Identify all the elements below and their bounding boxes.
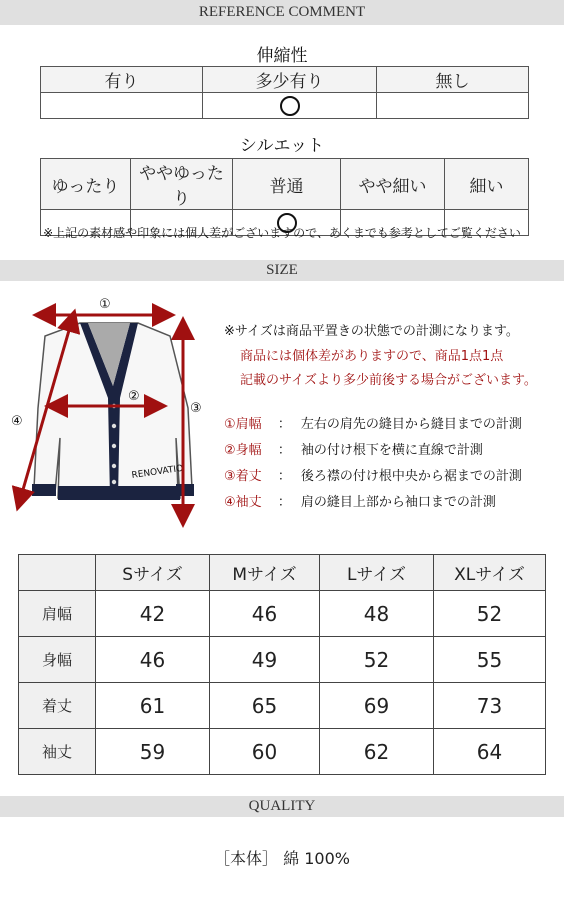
cardigan-cuff-left xyxy=(32,484,56,496)
size-value: 64 xyxy=(434,729,546,775)
reference-note: ※上記の素材感や印象には個人差がございますので、あくまでも参考としてご覧ください xyxy=(43,226,521,240)
size-value: 48 xyxy=(320,591,434,637)
stretch-cell xyxy=(377,93,529,119)
size-table xyxy=(18,554,546,775)
marker-1: ① xyxy=(99,297,111,312)
table-row xyxy=(19,729,546,775)
reference-comment-title: REFERENCE COMMENT xyxy=(198,4,366,20)
size-value: 46 xyxy=(96,637,210,683)
size-value: 69 xyxy=(320,683,434,729)
silhouette-option: 普通 xyxy=(233,159,341,210)
silhouette-option: ややゆったり xyxy=(131,159,233,210)
silhouette-option: ゆったり xyxy=(41,159,131,210)
cardigan-diagram xyxy=(0,288,215,528)
size-header xyxy=(0,260,564,281)
selected-circle-icon xyxy=(280,96,300,116)
definition-row: ③着丈 ： 後ろ襟の付け根中央から裾までの計測 xyxy=(224,469,522,484)
table-row xyxy=(19,591,546,637)
silhouette-option: やや細い xyxy=(341,159,445,210)
table-row xyxy=(19,683,546,729)
size-header-cell: Lサイズ xyxy=(320,555,434,591)
stretch-cell xyxy=(41,93,203,119)
size-value: 46 xyxy=(210,591,320,637)
size-value: 73 xyxy=(434,683,546,729)
size-header-cell xyxy=(19,555,96,591)
row-label: 身幅 xyxy=(19,637,96,683)
row-label: 着丈 xyxy=(19,683,96,729)
quality-header xyxy=(0,796,564,817)
size-value: 52 xyxy=(434,591,546,637)
stretch-option: 無し xyxy=(377,67,529,93)
size-value: 65 xyxy=(210,683,320,729)
stretch-cell xyxy=(203,93,377,119)
definition-row: ②身幅 ： 袖の付け根下を横に直線で計測 xyxy=(224,443,483,458)
size-value: 59 xyxy=(96,729,210,775)
size-value: 52 xyxy=(320,637,434,683)
material-composition: ［本体］ 綿 100% xyxy=(214,849,350,868)
stretch-table xyxy=(40,66,529,119)
marker-3: ③ xyxy=(190,401,202,416)
size-value: 61 xyxy=(96,683,210,729)
cardigan-cuff-right xyxy=(176,484,194,496)
silhouette-option: 細い xyxy=(445,159,529,210)
size-header-cell: XLサイズ xyxy=(434,555,546,591)
size-value: 49 xyxy=(210,637,320,683)
size-value: 62 xyxy=(320,729,434,775)
marker-4: ④ xyxy=(11,414,23,429)
size-title: SIZE xyxy=(266,262,298,278)
size-header-cell: Sサイズ xyxy=(96,555,210,591)
marker-2: ② xyxy=(128,389,140,404)
table-row xyxy=(19,637,546,683)
brand-label: RENOVATIO xyxy=(131,463,184,481)
stretch-option: 有り xyxy=(41,67,203,93)
size-table-header xyxy=(19,555,546,591)
size-value: 60 xyxy=(210,729,320,775)
size-value: 55 xyxy=(434,637,546,683)
definition-row: ①肩幅 ： 左右の肩先の縫目から縫目までの計測 xyxy=(224,417,522,432)
cardigan-hem xyxy=(58,486,180,500)
row-label: 肩幅 xyxy=(19,591,96,637)
measure-note-1: ※サイズは商品平置きの状態での計測になります。 xyxy=(224,324,519,339)
stretch-title: 伸縮性 xyxy=(256,46,308,66)
stretch-selection-row xyxy=(41,93,529,119)
measure-note-2: 商品には個体差がありますので、商品1点1点 xyxy=(240,349,504,364)
row-label: 袖丈 xyxy=(19,729,96,775)
definition-row: ④袖丈 ： 肩の縫目上部から袖口までの計測 xyxy=(224,495,496,510)
size-value: 42 xyxy=(96,591,210,637)
silhouette-title: シルエット xyxy=(239,136,325,156)
stretch-option: 多少有り xyxy=(203,67,377,93)
reference-comment-header xyxy=(0,0,564,25)
quality-title: QUALITY xyxy=(248,798,316,814)
measure-note-3: 記載のサイズより多少前後する場合がございます。 xyxy=(240,373,537,388)
size-header-cell: Mサイズ xyxy=(210,555,320,591)
